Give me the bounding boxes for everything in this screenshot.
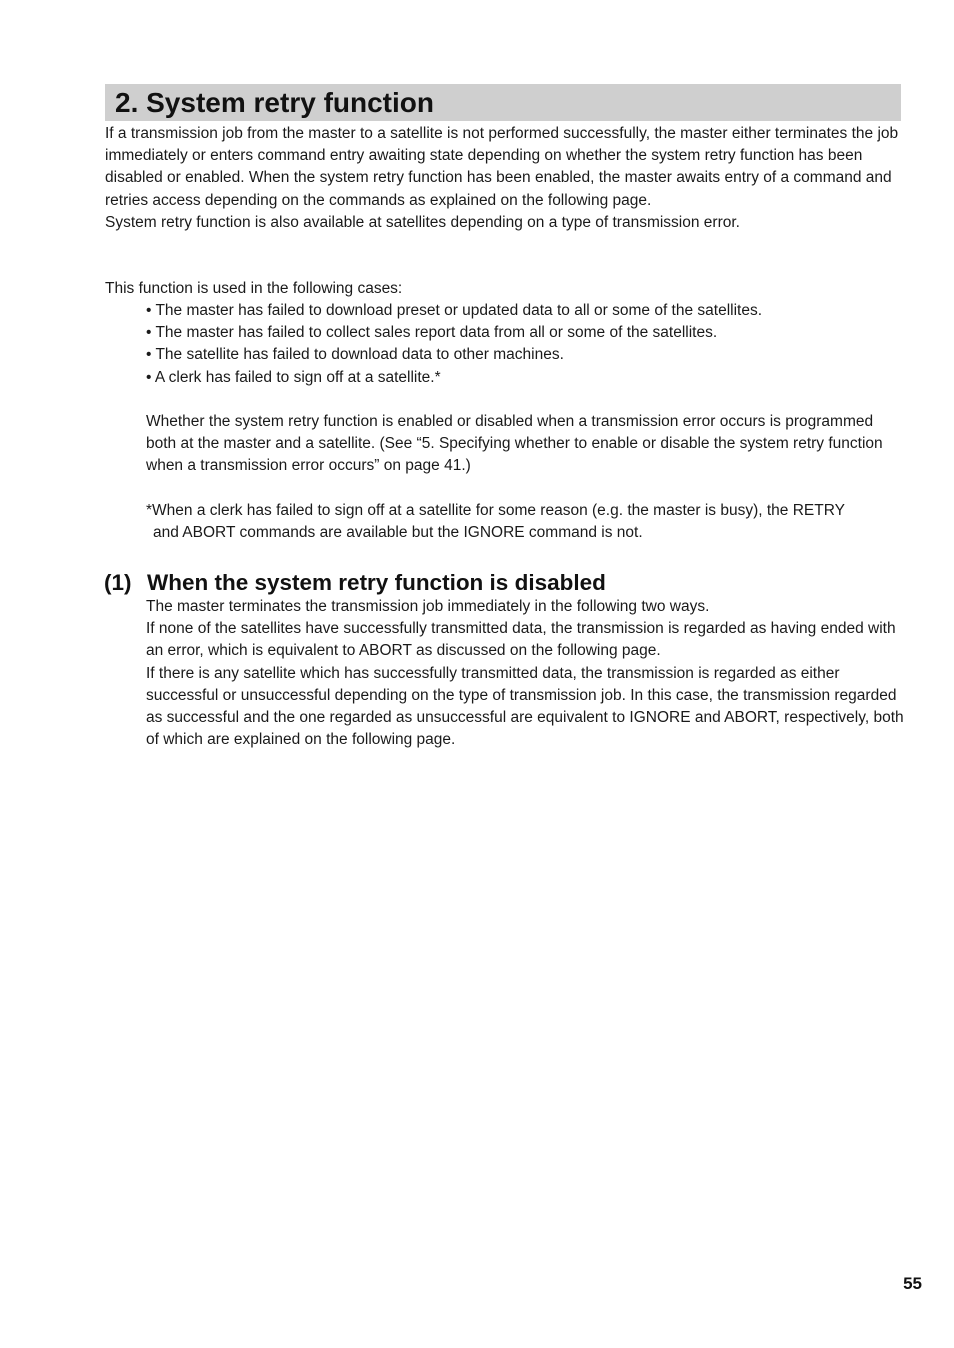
intro-paragraph: System retry function is also available at satellites depending on a type of transmission error. — [105, 213, 740, 231]
intro-text — [105, 123, 905, 234]
list-item: • The satellite has failed to download data to other machines. — [146, 346, 564, 364]
list-item: • The master has failed to download preset or updated data to all or some of the satellites. — [146, 302, 763, 319]
subsection-title: When the system retry function is disabled — [147, 570, 606, 595]
subsection-paragraph: If there is any satellite which has successfully transmitted data, the transmission is regarded as either successful or unsuccessful depending on the type of transmission job. In this case, the transmission regarded as successful and the one regarded as unsuccessful are equivalent to IGNORE and ABORT, respectively, both of which are explained on the following page. — [146, 664, 904, 749]
intro-paragraph: If a transmission job from the master to a satellite is not performed successfully, the master either terminates the job immediately or enters command entry awaiting state depending on whether the system retry function has been disabled or enabled. When the system retry function has been enabled, the master awaits entry of a command and retries access depending on the commands as explained on the following page. — [105, 125, 899, 209]
programming-note: Whether the system retry function is enabled or disabled when a transmission error occurs is programmed both at the master and a satellite. (See “5. Specifying whether to enable or disable the system retry function when a transmission error occurs” on page 41.) — [146, 413, 883, 475]
subsection-heading — [104, 568, 904, 598]
list-item: • The master has failed to collect sales report data from all or some of the satellites. — [146, 324, 718, 342]
cases-list — [146, 300, 906, 389]
subsection-body — [146, 596, 906, 751]
subsection-number: (1) — [104, 570, 132, 595]
footnote-line: and ABORT commands are available but the IGNORE command is not. — [153, 524, 643, 542]
footnote — [146, 500, 906, 544]
footnote-line: *When a clerk has failed to sign off at a satellite for some reason (e.g. the master is busy), the RETRY — [146, 502, 845, 519]
page-number: 55 — [903, 1274, 922, 1293]
section-title: 2. System retry function — [115, 87, 434, 118]
section-title-bar — [105, 84, 901, 121]
list-item: • A clerk has failed to sign off at a satellite.* — [146, 368, 441, 386]
subsection-paragraph: The master terminates the transmission job immediately in the following two ways. — [146, 598, 710, 615]
subsection-paragraph: If none of the satellites have successfully transmitted data, the transmission is regarded as having ended with an error, which is equivalent to ABORT as discussed on the following page. — [146, 620, 896, 660]
cases-lead: This function is used in the following cases: — [105, 280, 403, 297]
